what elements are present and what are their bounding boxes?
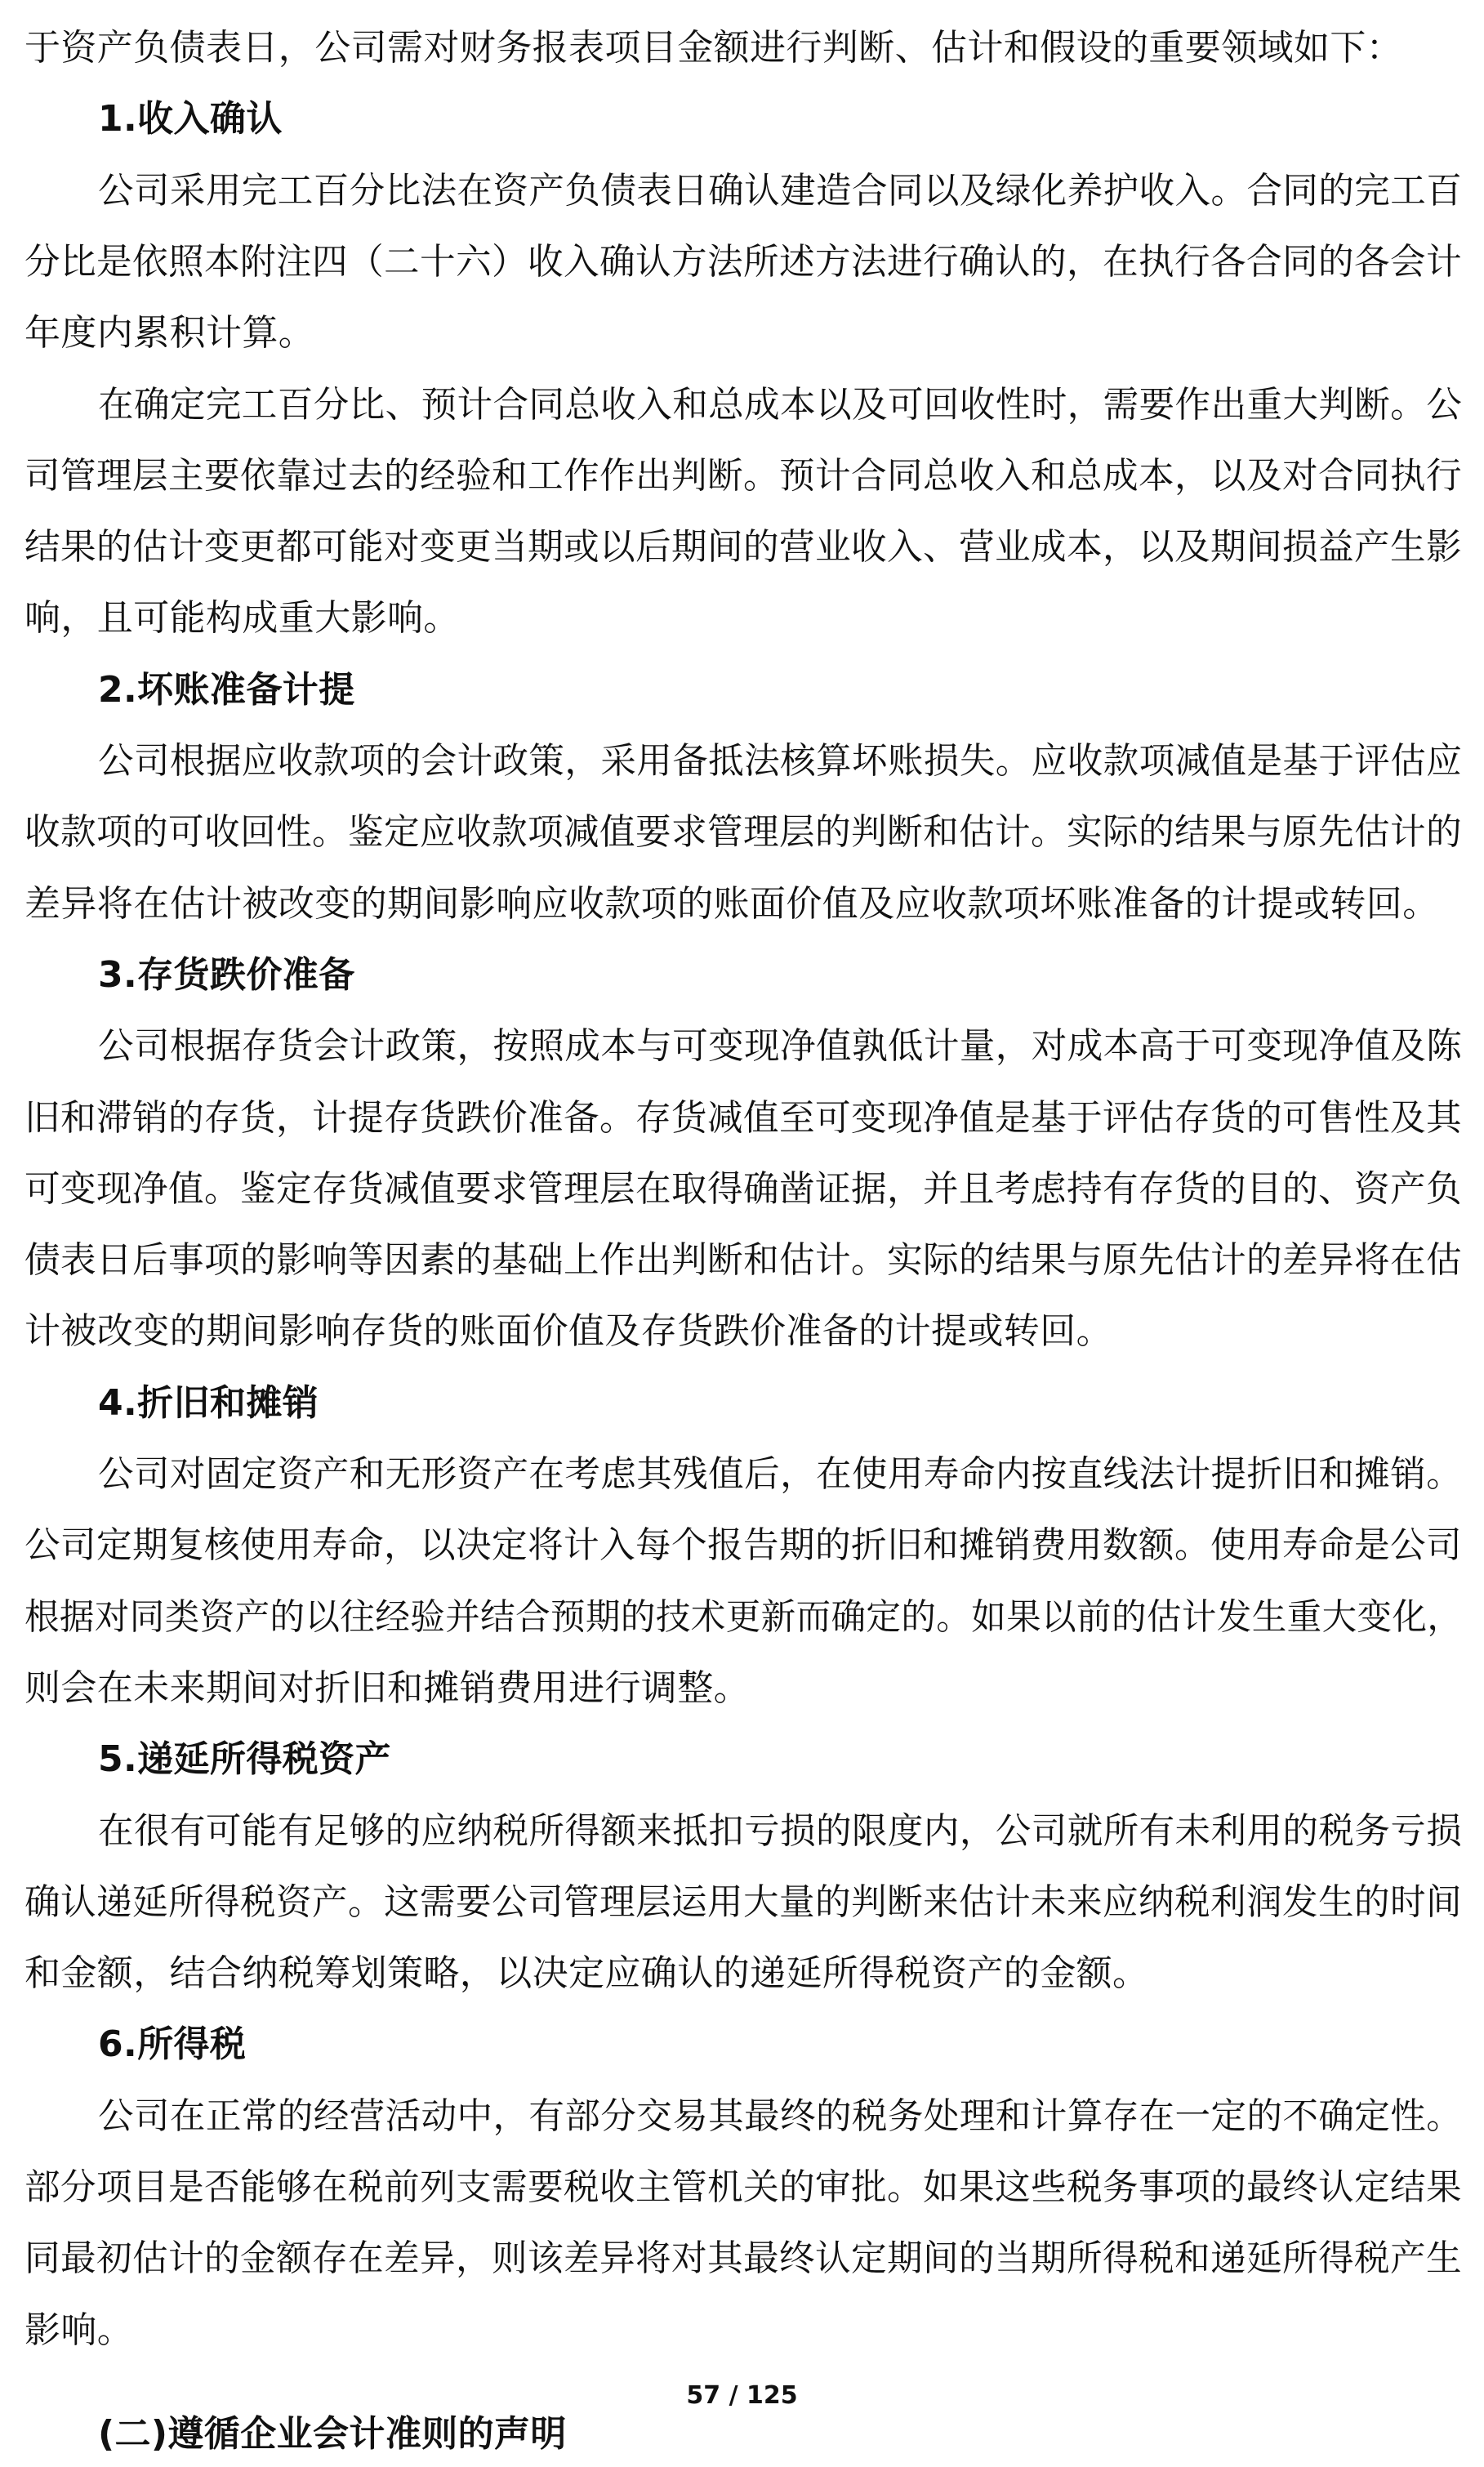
paragraph-line: 年度内累积计算。 — [25, 312, 315, 355]
paragraph-line: 公司采用完工百分比法在资产负债表日确认建造合同以及绿化养护收入。合同的完工百 — [98, 169, 1463, 212]
paragraph-line: 计被改变的期间影响存货的账面价值及存货跌价准备的计提或转回。 — [25, 1310, 1112, 1353]
paragraph-line: 债表日后事项的影响等因素的基础上作出判断和估计。实际的结果与原先估计的差异将在估 — [25, 1239, 1463, 1282]
paragraph-line: 公司在正常的经营活动中，有部分交易其最终的税务处理和计算存在一定的不确定性。 — [98, 2094, 1463, 2137]
section-heading: 2.坏账准备计提 — [98, 668, 355, 711]
paragraph-line: 同最初估计的金额存在差异，则该差异将对其最终认定期间的当期所得税和递延所得税产生 — [25, 2237, 1463, 2280]
section-heading: 5.递延所得税资产 — [98, 1738, 391, 1781]
paragraph-line: 和金额，结合纳税筹划策略，以决定应确认的递延所得税资产的金额。 — [25, 1952, 1149, 1995]
paragraph-line: 可变现净值。鉴定存货减值要求管理层在取得确凿证据，并且考虑持有存货的目的、资产负 — [25, 1167, 1463, 1210]
paragraph-line: 影响。 — [25, 2309, 134, 2351]
paragraph-line: 结果的估计变更都可能对变更当期或以后期间的营业收入、营业成本，以及期间损益产生影 — [25, 526, 1463, 569]
paragraph-line: 差异将在估计被改变的期间影响应收款项的账面价值及应收款项坏账准备的计提或转回。 — [25, 882, 1439, 925]
paragraph-line: 在确定完工百分比、预计合同总收入和总成本以及可回收性时，需要作出重大判断。公 — [98, 383, 1463, 426]
paragraph-line: 公司定期复核使用寿命，以决定将计入每个报告期的折旧和摊销费用数额。使用寿命是公司 — [25, 1524, 1463, 1567]
section-heading: 6.所得税 — [98, 2023, 247, 2066]
paragraph-line: 确认递延所得税资产。这需要公司管理层运用大量的判断来估计未来应纳税利润发生的时间 — [25, 1880, 1463, 1923]
paragraph-line: 收款项的可收回性。鉴定应收款项减值要求管理层的判断和估计。实际的结果与原先估计的 — [25, 811, 1463, 854]
paragraph-line: 司管理层主要依靠过去的经验和工作作出判断。预计合同总收入和总成本，以及对合同执行 — [25, 454, 1463, 497]
paragraph-line: 则会在未来期间对折旧和摊销费用进行调整。 — [25, 1666, 750, 1709]
chapter-subheading: (二)遵循企业会计准则的声明 — [98, 2412, 567, 2455]
page-number: 57 / 125 — [686, 2381, 798, 2410]
section-heading: 3.存货跌价准备 — [98, 953, 355, 996]
paragraph-line: 公司根据应收款项的会计政策，采用备抵法核算坏账损失。应收款项减值是基于评估应 — [98, 740, 1463, 782]
paragraph-line: 在很有可能有足够的应纳税所得额来抵扣亏损的限度内，公司就所有未利用的税务亏损 — [98, 1809, 1463, 1852]
paragraph-line: 响，且可能构成重大影响。 — [25, 597, 460, 640]
paragraph-line: 部分项目是否能够在税前列支需要税收主管机关的审批。如果这些税务事项的最终认定结果 — [25, 2166, 1463, 2208]
section-heading: 1.收入确认 — [98, 98, 283, 141]
paragraph-line: 分比是依照本附注四（二十六）收入确认方法所述方法进行确认的，在执行各合同的各会计 — [25, 240, 1463, 283]
section-heading: 4.折旧和摊销 — [98, 1381, 319, 1424]
paragraph-line: 旧和滞销的存货，计提存货跌价准备。存货减值至可变现净值是基于评估存货的可售性及其 — [25, 1096, 1463, 1139]
paragraph-line: 根据对同类资产的以往经验并结合预期的技术更新而确定的。如果以前的估计发生重大变化， — [25, 1595, 1463, 1638]
paragraph-line: 公司根据存货会计政策，按照成本与可变现净值孰低计量，对成本高于可变现净值及陈 — [98, 1025, 1463, 1068]
paragraph-line: 于资产负债表日，公司需对财务报表项目金额进行判断、估计和假设的重要领域如下： — [25, 27, 1403, 69]
paragraph-line: 公司对固定资产和无形资产在考虑其残值后，在使用寿命内按直线法计提折旧和摊销。 — [98, 1453, 1463, 1495]
